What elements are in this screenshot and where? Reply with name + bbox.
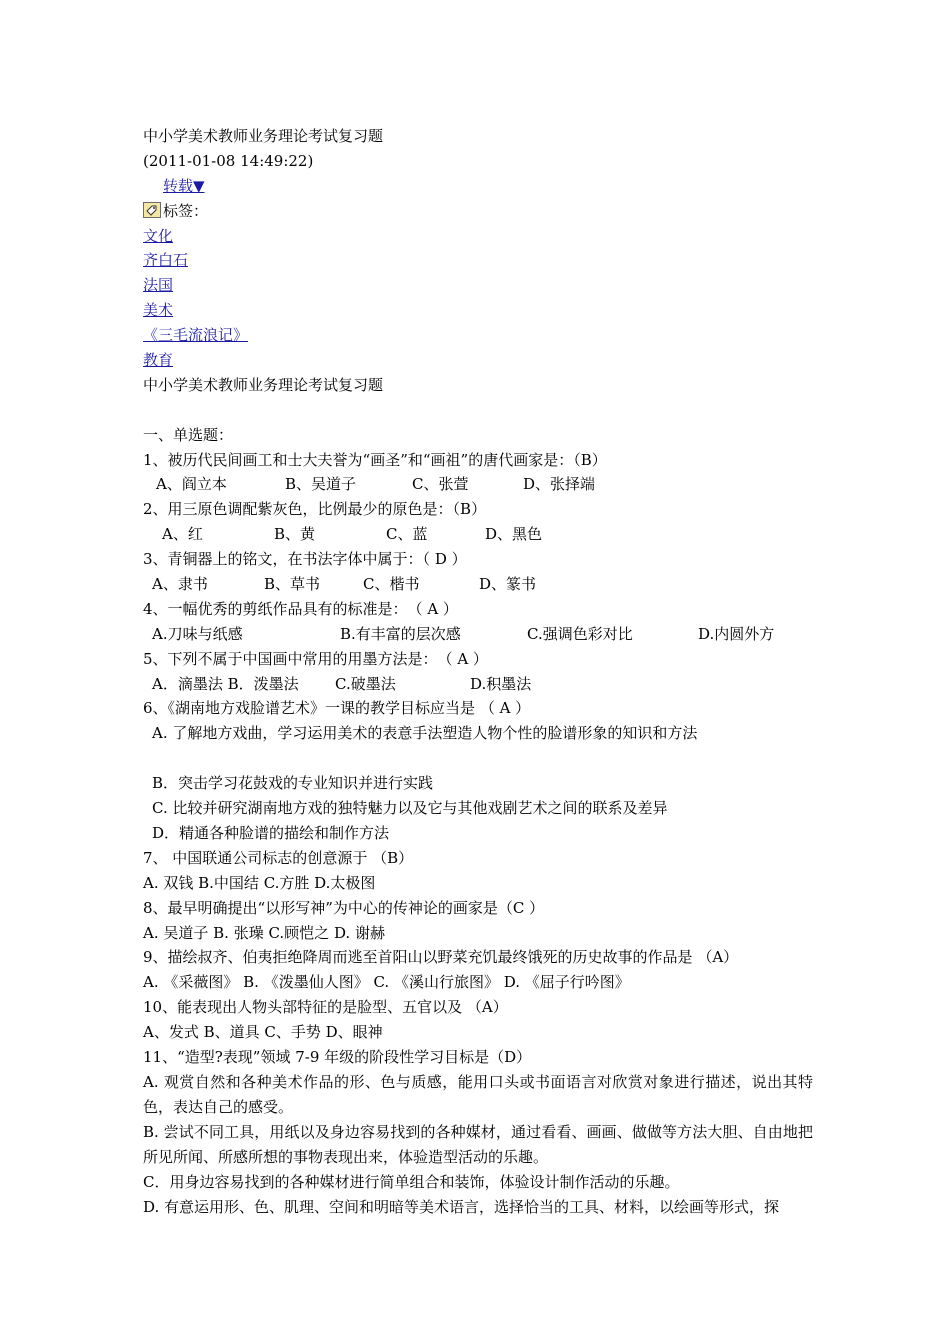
- tag-icon: [143, 201, 161, 217]
- post-datetime: (2011-01-08 14:49:22): [143, 151, 314, 170]
- option: C、蓝: [386, 525, 428, 544]
- option: B.有丰富的层次感: [340, 624, 461, 643]
- question-1-options: [143, 472, 813, 497]
- question-5-stem: 5、下列不属于中国画中常用的用墨方法是： （ A ）: [143, 649, 488, 668]
- question-4-options: [143, 622, 813, 647]
- question-11-option-c: C．用身边容易找到的各种媒材进行简单组合和装饰，体验设计制作活动的乐趣。: [143, 1172, 680, 1191]
- option: C.强调色彩对比: [527, 624, 633, 643]
- question-5-options: [143, 672, 813, 697]
- question-8-stem: 8、最早明确提出“以形写神”为中心的传神论的画家是（C ）: [143, 898, 545, 917]
- question-8-options: A. 吴道子 B. 张璪 C.顾恺之 D. 谢赫: [143, 923, 385, 942]
- repost-row: [143, 174, 813, 199]
- tags-row: [143, 199, 813, 224]
- question-11-option-b: B. 尝试不同工具，用纸以及身边容易找到的各种媒材，通过看看、画画、做做等方法大胆、自由地把所见所闻、所感所想的事物表现出来，体验造型活动的乐趣。: [143, 1122, 813, 1166]
- question-2-stem: 2、用三原色调配紫灰色，比例最少的原色是：（B）: [143, 500, 487, 519]
- question-11-option-a: A. 观赏自然和各种美术作品的形、色与质感，能用口头或书面语言对欣赏对象进行描述，说出其特色，表达自己的感受。: [143, 1072, 813, 1116]
- option: B、草书: [264, 575, 321, 594]
- doc-title: 中小学美术教师业务理论考试复习题: [143, 375, 384, 394]
- option: C、楷书: [363, 575, 420, 594]
- tag-link-sanmao[interactable]: 《三毛流浪记》: [143, 326, 249, 345]
- question-1-stem: 1、被历代民间画工和士大夫誉为“画圣”和“画祖”的唐代画家是：（B）: [143, 450, 607, 469]
- question-4-stem: 4、一幅优秀的剪纸作品具有的标准是： （ A ）: [143, 599, 458, 618]
- spacer: [143, 398, 813, 423]
- question-6-option-c: C. 比较并研究湖南地方戏的独特魅力以及它与其他戏剧艺术之间的联系及差异: [152, 799, 668, 818]
- question-3-options: [143, 572, 813, 597]
- option: B、吴道子: [285, 475, 357, 494]
- option: B、黄: [274, 525, 316, 544]
- option: D、黑色: [485, 525, 543, 544]
- option: C.破墨法: [335, 674, 396, 693]
- tags-label: 标签：: [163, 201, 209, 220]
- option: A、阎立本: [156, 475, 227, 494]
- question-6-stem: 6、《湖南地方戏脸谱艺术》一课的教学目标应当是 （ A ）: [143, 699, 531, 718]
- option: C、张萱: [412, 475, 469, 494]
- option: D.内圆外方: [698, 624, 775, 643]
- tag-link-art[interactable]: 美术: [143, 301, 174, 320]
- question-10-options: A、发式 B、道具 C、手势 D、眼神: [143, 1023, 383, 1042]
- option: D.积墨法: [470, 674, 532, 693]
- option: A、隶书: [152, 575, 208, 594]
- tag-link-france[interactable]: 法国: [143, 276, 174, 295]
- tag-link-culture[interactable]: 文化: [143, 226, 174, 245]
- question-11-stem: 11、“造型?表现”领域 7-9 年级的阶段性学习目标是（D）: [143, 1047, 532, 1066]
- question-10-stem: 10、能表现出人物头部特征的是脸型、五官以及 （A）: [143, 998, 508, 1017]
- repost-link[interactable]: 转载▼: [163, 176, 205, 195]
- option: D、篆书: [479, 575, 537, 594]
- tag-link-qi-baishi[interactable]: 齐白石: [143, 251, 189, 270]
- option: A．滴墨法 B．泼墨法: [152, 674, 299, 693]
- question-6-option-d: D．精通各种脸谱的描绘和制作方法: [152, 823, 390, 842]
- document-page: [143, 124, 813, 1220]
- question-6-option-a: A. 了解地方戏曲，学习运用美术的表意手法塑造人物个性的脸谱形象的知识和方法: [152, 724, 698, 743]
- tag-link-education[interactable]: 教育: [143, 351, 174, 370]
- question-9-stem: 9、描绘叔齐、伯夷拒绝降周而逃至首阳山以野菜充饥最终饿死的历史故事的作品是 （A）: [143, 948, 739, 967]
- question-7-stem: 7、 中国联通公司标志的创意源于 （B）: [143, 848, 414, 867]
- spacer: [143, 746, 813, 771]
- question-7-options: A. 双钱 B.中国结 C.方胜 D.太极图: [143, 873, 376, 892]
- section-heading: 一、单选题：: [143, 425, 234, 444]
- option: D、张择端: [523, 475, 596, 494]
- option: A.刀味与纸感: [152, 624, 243, 643]
- post-title: 中小学美术教师业务理论考试复习题: [143, 127, 384, 145]
- question-6-option-b: B．突击学习花鼓戏的专业知识并进行实践: [152, 774, 434, 793]
- question-2-options: [143, 522, 813, 547]
- option: A、红: [162, 525, 203, 544]
- question-3-stem: 3、青铜器上的铭文，在书法字体中属于：（ D ）: [143, 550, 467, 569]
- question-9-options: A. 《采薇图》 B. 《泼墨仙人图》 C. 《溪山行旅图》 D. 《屈子行吟图》: [143, 973, 630, 992]
- question-11-option-d: D. 有意运用形、色、肌理、空间和明暗等美术语言，选择恰当的工具、材料，以绘画等形式，探: [143, 1197, 780, 1216]
